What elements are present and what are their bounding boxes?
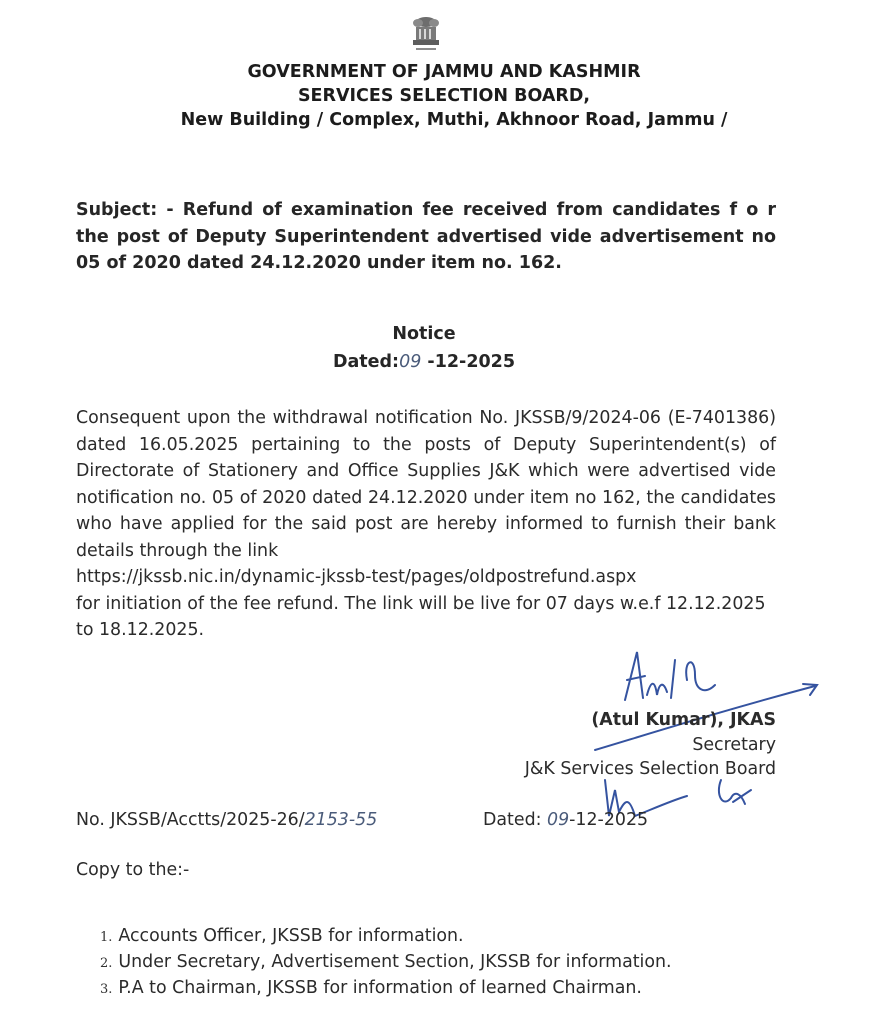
list-item xyxy=(100,950,672,976)
list-item-number: 1. xyxy=(100,930,113,945)
list-item-number: 2. xyxy=(100,956,113,971)
notice-date-rest: -12-2025 xyxy=(421,352,516,372)
notice-title: Notice xyxy=(392,324,456,344)
list-item-text: P.A to Chairman, JKSSB for information of learned Chairman. xyxy=(118,978,642,998)
reference-date-label: Dated: xyxy=(483,810,542,830)
letterhead-board: SERVICES SELECTION BOARD, xyxy=(297,86,591,106)
signatory-designation: Secretary xyxy=(692,734,776,755)
reference-date-rest: -12-2025 xyxy=(569,810,649,830)
list-item xyxy=(100,924,672,950)
copy-to-label: Copy to the:- xyxy=(76,860,190,880)
refund-link[interactable]: https://jkssb.nic.in/dynamic-jkssb-test/pages/oldpostrefund.aspx xyxy=(76,567,637,587)
letterhead-address: New Building / Complex, Muthi, Akhnoor Road, Jammu / xyxy=(180,110,728,130)
body-paragraph-part1: Consequent upon the withdrawal notification No. JKSSB/9/2024-06 (E-7401386) dated 16.05.2025 pertaining to the posts of Deputy Superintendent(s) of Directorate of Stationery and Office Supplies J&K which were advertised vide notification no. 05 of 2020 dated 24.12.2020 under item no 162, the candidates who have applied for the said post are hereby informed to furnish their bank details through the link xyxy=(76,408,776,561)
reference-number xyxy=(76,810,377,830)
letterhead-government: GOVERNMENT OF JAMMU AND KASHMIR xyxy=(247,62,641,82)
body-paragraph-part2: for initiation of the fee refund. The link will be live for 07 days w.e.f 12.12.2025 to 18.12.2025. xyxy=(76,593,766,640)
subject xyxy=(76,197,776,277)
list-item-text: Accounts Officer, JKSSB for information. xyxy=(118,926,464,946)
reference-number-handwritten: 2153-55 xyxy=(304,810,378,830)
signatory-block xyxy=(525,708,776,782)
notice-date-day-handwritten: 09 xyxy=(399,352,422,372)
letterhead xyxy=(0,60,888,132)
list-item-text: Under Secretary, Advertisement Section, JKSSB for information. xyxy=(118,952,672,972)
signatory-organization: J&K Services Selection Board xyxy=(524,759,776,779)
reference-number-prefix: No. JKSSB/Acctts/2025-26/ xyxy=(76,810,305,830)
list-item xyxy=(100,976,672,1002)
copy-to-list xyxy=(100,924,672,1002)
reference-date-day-handwritten: 09 xyxy=(547,810,570,830)
reference-date xyxy=(483,810,648,830)
subject-label: Subject: - xyxy=(76,200,174,220)
notice-date xyxy=(0,352,848,372)
list-item-number: 3. xyxy=(100,982,113,997)
notice-body xyxy=(76,405,776,644)
signatory-name: (Atul Kumar), JKAS xyxy=(591,710,776,730)
subject-text: Refund of examination fee received from candidates f o r the post of Deputy Superintendent advertised vide advertisement no 05 of 2020 dated 24.12.2020 under item no. 162. xyxy=(76,200,776,273)
state-emblem-icon xyxy=(408,14,444,54)
notice-date-label: Dated: xyxy=(332,352,400,372)
